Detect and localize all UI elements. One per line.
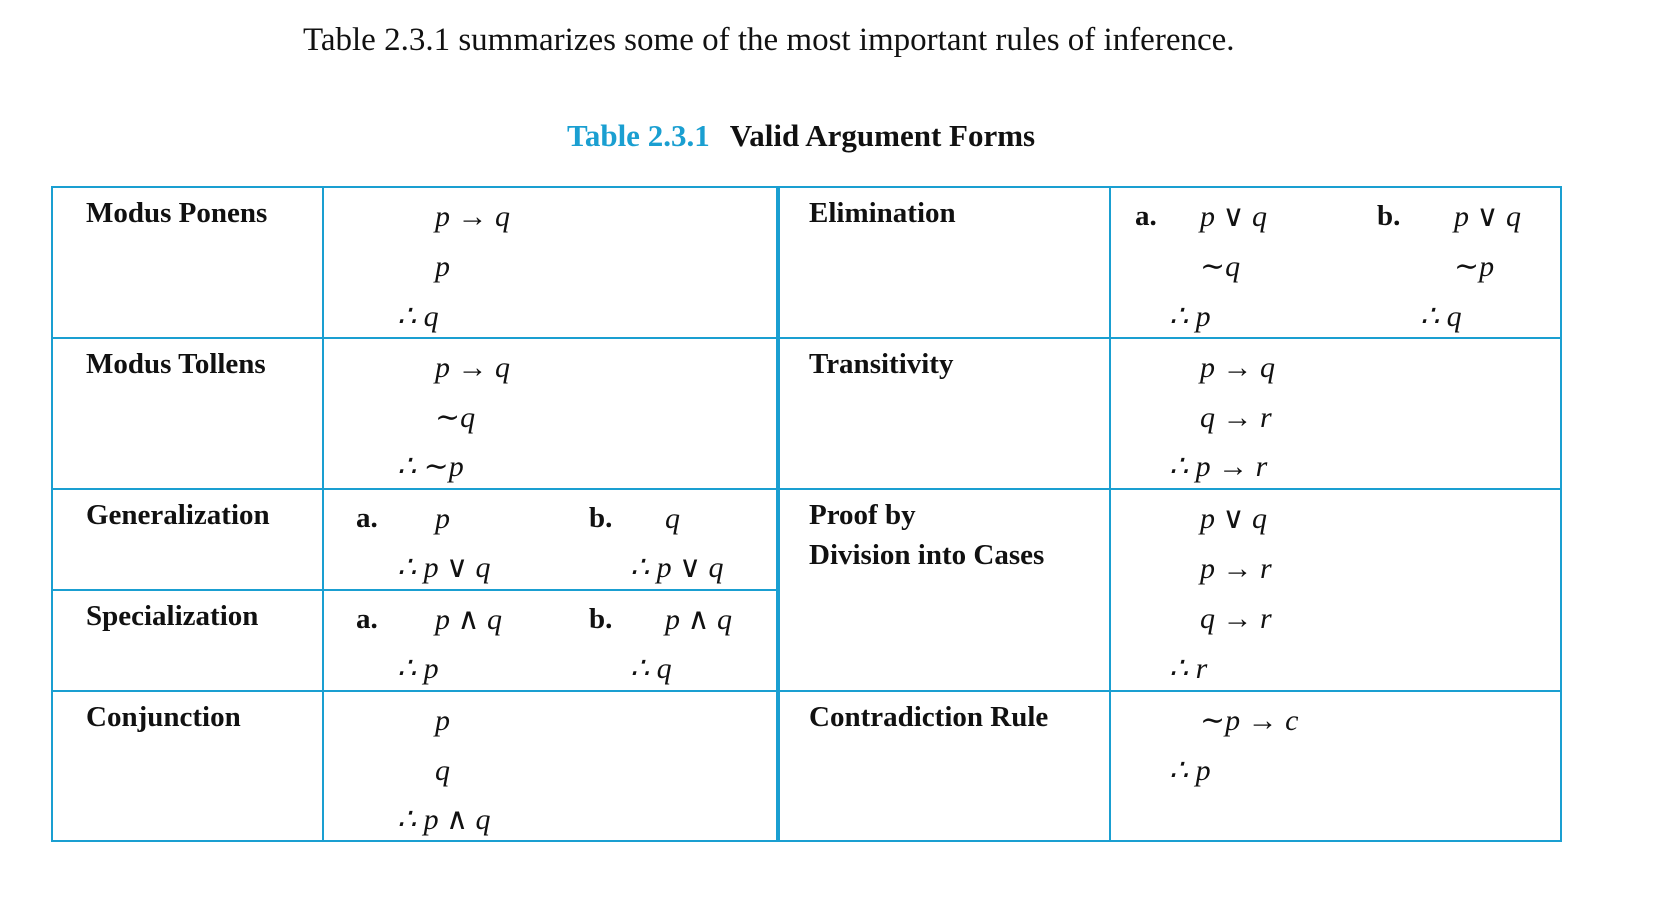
formula-line: q [435,754,450,787]
rule-name-conjunction: Conjunction [86,701,241,733]
formula-conclusion: ∴ p ∨ q [630,551,724,584]
formula-conclusion: ∴ q [630,652,672,685]
variant-label-b: b. [1377,200,1401,232]
formula-conclusion: ∴ p [1169,300,1211,333]
formula-line: ∼q [435,401,476,434]
formula-line: ∼q [1200,250,1241,283]
formula-line: p ∨ q [1200,200,1267,233]
formula-line: p [435,502,450,535]
row-divider [778,690,1560,692]
column-divider [322,188,324,840]
formula-conclusion: ∴ p [397,652,439,685]
formula-line: p → q [1200,351,1275,384]
variant-label-a: a. [356,502,378,534]
variant-label-b: b. [589,502,613,534]
formula-line: q → r [1200,401,1272,434]
variant-label-a: a. [1135,200,1157,232]
rule-name-modus-tollens: Modus Tollens [86,348,266,380]
formula-line: q [665,502,680,535]
formula-conclusion: ∴ p ∧ q [397,803,491,836]
formula-line: q → r [1200,602,1272,635]
row-divider [53,488,778,490]
formula-line: p → q [435,351,510,384]
table-title: Valid Argument Forms [729,118,1036,153]
rule-name-transitivity: Transitivity [809,348,954,380]
table-number: Table 2.3.1 [567,118,710,153]
rules-table [51,186,1562,842]
formula-line: p ∧ q [665,603,732,636]
rule-name-proof-by-cases: Proof by [809,499,916,531]
rule-name-modus-ponens: Modus Ponens [86,197,268,229]
formula-line: p → q [435,200,510,233]
row-divider [53,690,778,692]
formula-conclusion: ∴ q [397,300,439,333]
formula-conclusion: ∴ r [1169,652,1208,685]
formula-conclusion: ∴ p → r [1169,450,1268,483]
rule-name-elimination: Elimination [809,197,956,229]
formula-line: p ∧ q [435,603,502,636]
variant-label-a: a. [356,603,378,635]
formula-conclusion: ∴ ∼p [397,450,464,483]
rule-name-generalization: Generalization [86,499,270,531]
formula-line: p [435,704,450,737]
variant-label-b: b. [589,603,613,635]
formula-conclusion: ∴ p [1169,754,1211,787]
formula-line: ∼p [1454,250,1495,283]
column-divider [1109,188,1111,840]
formula-line: ∼p → c [1200,704,1299,737]
intro-sentence: Table 2.3.1 summarizes some of the most important rules of inference. [303,22,1235,58]
rule-name-contradiction: Contradiction Rule [809,701,1049,733]
rule-name-specialization: Specialization [86,600,259,632]
center-divider [776,188,780,840]
row-divider [53,337,778,339]
table-caption [567,118,1035,154]
formula-line: p ∨ q [1454,200,1521,233]
formula-line: p ∨ q [1200,502,1267,535]
formula-line: p → r [1200,552,1272,585]
row-divider [778,337,1560,339]
formula-conclusion: ∴ p ∨ q [397,551,491,584]
row-divider [53,589,778,591]
formula-line: p [435,250,450,283]
formula-conclusion: ∴ q [1420,300,1462,333]
row-divider [778,488,1560,490]
rule-name-proof-by-cases-line2: Division into Cases [809,539,1045,571]
